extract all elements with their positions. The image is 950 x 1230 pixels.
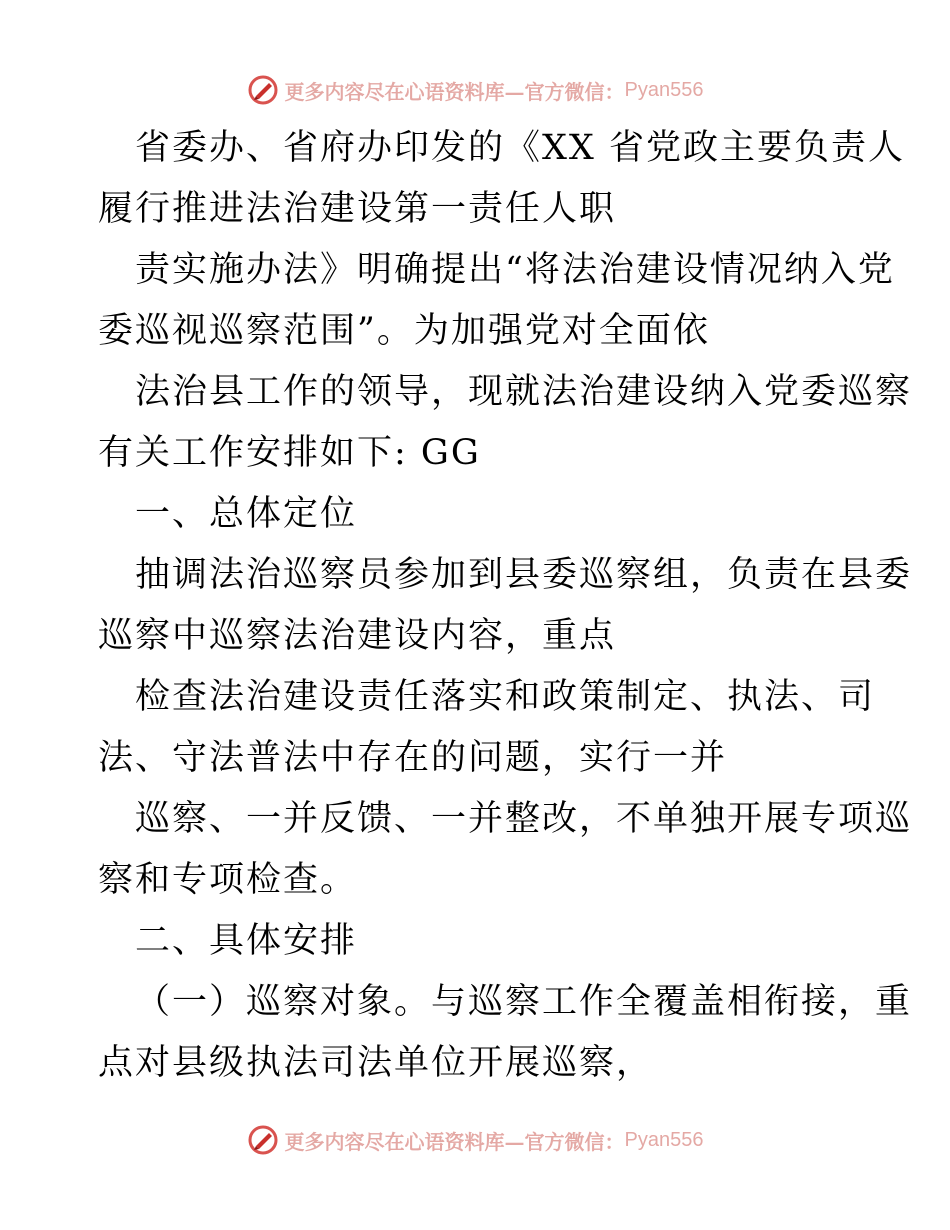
body-line: 法治县工作的领导，现就法治建设纳入党委巡察 <box>135 372 913 412</box>
document-body <box>98 118 913 1094</box>
header-watermark-text: 更多内容尽在心语资料库—官方微信： <box>284 79 625 104</box>
body-line: 有关工作安排如下: GG <box>98 433 481 473</box>
body-line: 责实施办法》明确提出“将法治建设情况纳入党 <box>135 250 895 290</box>
header-watermark-account: Pyan556 <box>624 78 704 101</box>
footer-watermark-account: Pyan556 <box>624 1128 704 1151</box>
body-line: 点对县级执法司法单位开展巡察， <box>98 1043 654 1083</box>
footer-watermark-text: 更多内容尽在心语资料库—官方微信： <box>284 1129 625 1154</box>
header-watermark-banner <box>0 70 950 110</box>
body-line: 巡察、一并反馈、一并整改，不单独开展专项巡 <box>135 799 913 839</box>
body-line: 法、守法普法中存在的问题，实行一并 <box>98 738 728 778</box>
body-line: 察和专项检查。 <box>98 860 358 900</box>
section-heading: 二、具体安排 <box>135 921 358 961</box>
body-line: 省委办、省府办印发的《XX 省党政主要负责人 <box>135 128 905 168</box>
body-line: （一）巡察对象。与巡察工作全覆盖相衔接，重 <box>135 982 913 1022</box>
footer-watermark-banner <box>0 1120 950 1160</box>
pen-logo-icon <box>247 1124 279 1156</box>
body-line: 巡察中巡察法治建设内容，重点 <box>98 616 617 656</box>
body-line: 检查法治建设责任落实和政策制定、执法、司 <box>135 677 876 717</box>
body-line: 委巡视巡察范围”。为加强党对全面依 <box>98 311 710 351</box>
body-line: 抽调法治巡察员参加到县委巡察组，负责在县委 <box>135 555 913 595</box>
pen-logo-icon <box>247 74 279 106</box>
body-line: 履行推进法治建设第一责任人职 <box>98 189 617 229</box>
section-heading: 一、总体定位 <box>135 494 358 534</box>
